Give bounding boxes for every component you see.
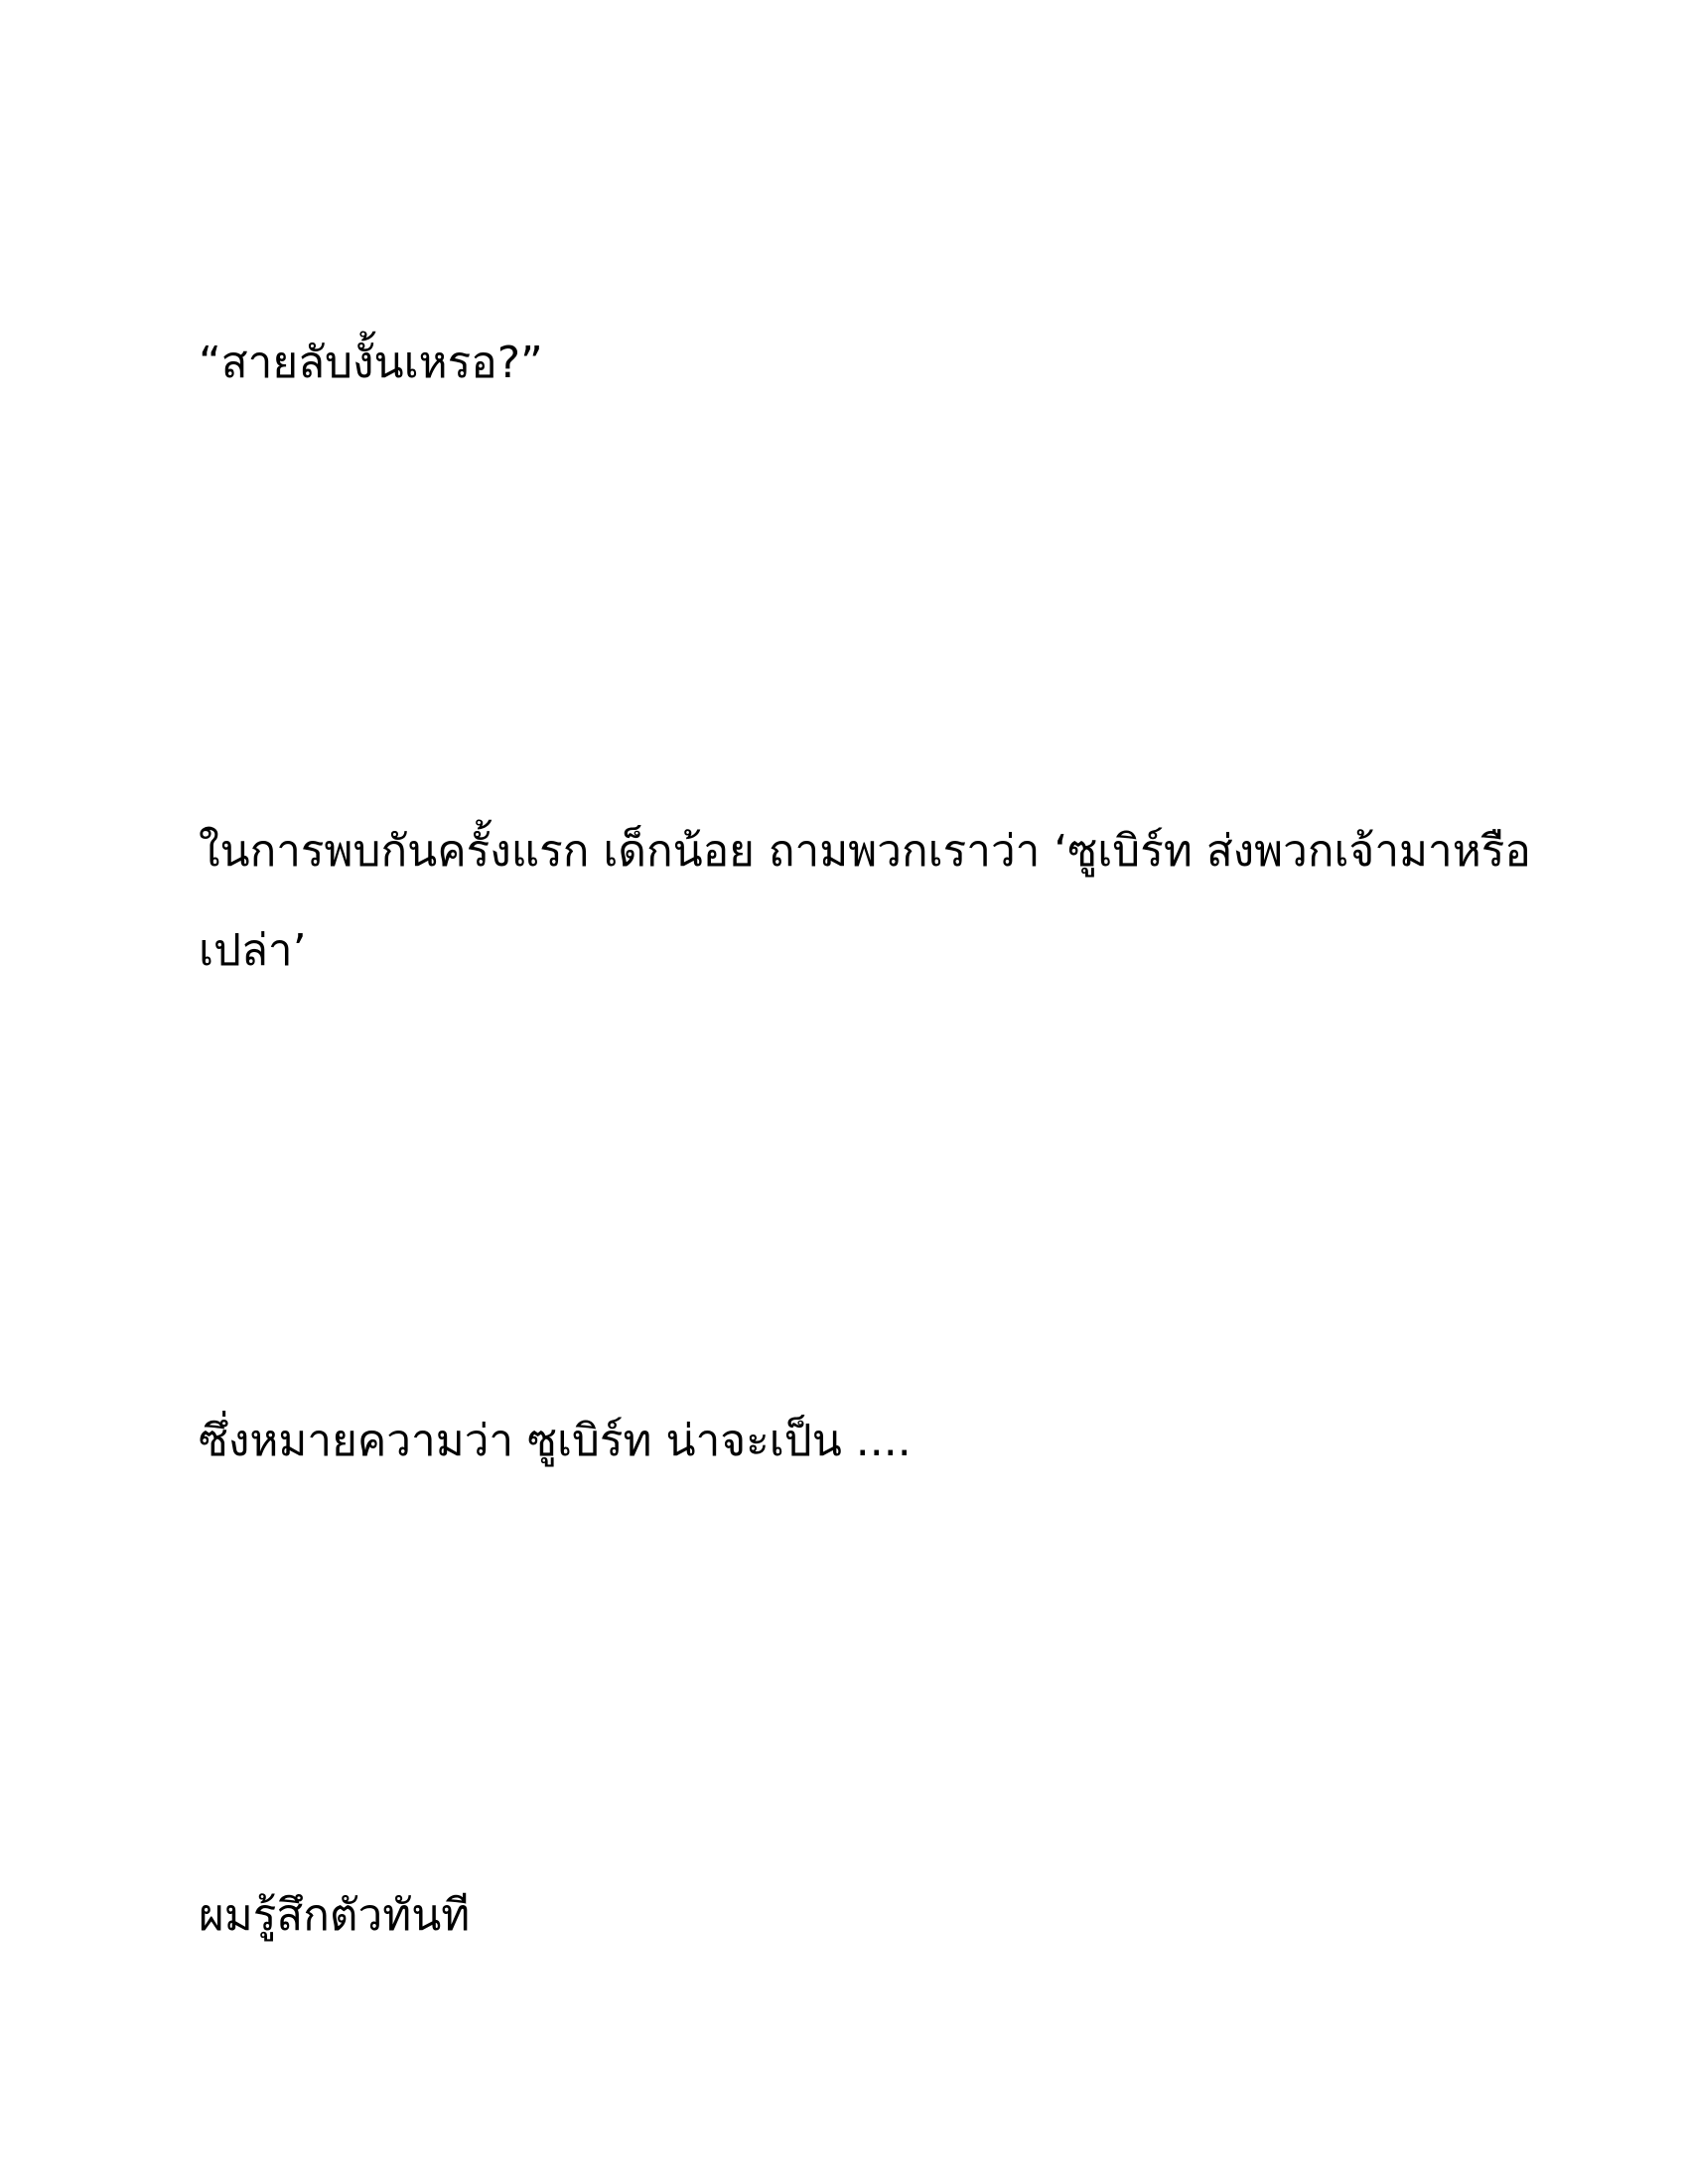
text-line: ในการพบกันครั้งแรก เด็กน้อย ถามพวกเราว่า ‘ซูเบิร์ท ส่งพวกเจ้ามาหรือ	[199, 826, 1531, 877]
paragraph-realization	[199, 1866, 1489, 1966]
paragraph-meaning	[199, 1392, 1489, 1491]
text-line: เปล่า’	[199, 925, 307, 976]
paragraph-dialogue	[199, 314, 1489, 413]
text-line: ผมรู้สึกตัวทันที	[199, 1890, 471, 1941]
text-line: “สายลับงั้นเหรอ?”	[199, 338, 543, 388]
text-line: ซึ่งหมายความว่า ซูเบิร์ท น่าจะเป็น ....	[199, 1416, 912, 1466]
paragraph-first-meeting	[199, 802, 1531, 1001]
